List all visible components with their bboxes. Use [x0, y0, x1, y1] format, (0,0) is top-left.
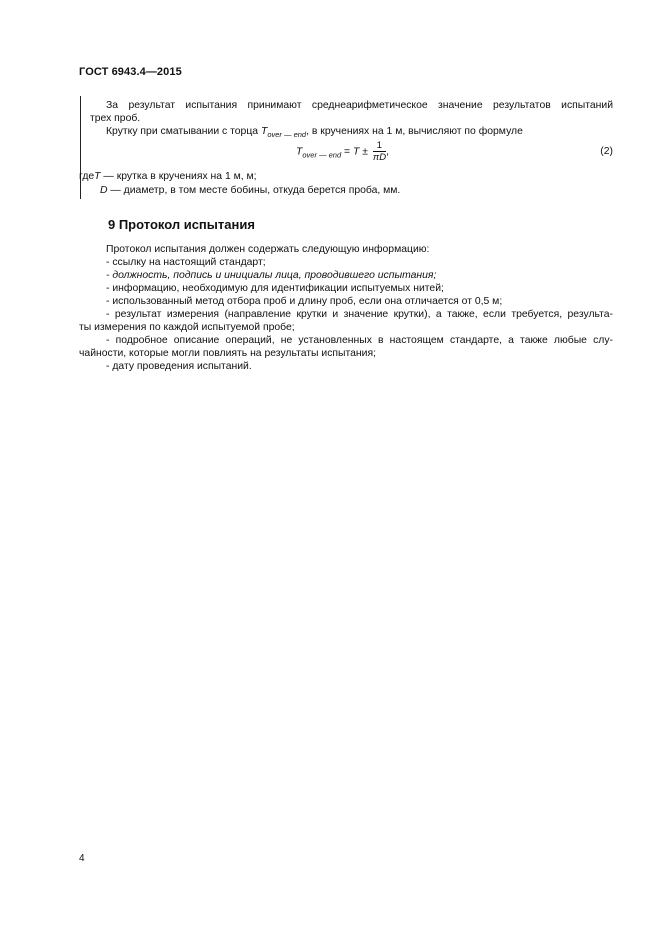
where-symbol-t: T [94, 171, 101, 182]
list-item: - дату проведения испытаний. [106, 361, 252, 372]
list-item-continuation: ты измерения по каждой испытуемой пробе; [79, 322, 295, 333]
symbol-subscript: over — end [267, 130, 307, 139]
formula-intro [106, 125, 523, 141]
where-definition-d: — диаметр, в том месте бобины, откуда берется проба, мм. [107, 185, 401, 196]
formula-number: (2) [600, 146, 613, 157]
list-item: - подробное описание операций, не установленных в настоящем стандарте, а также любые слу- [106, 335, 613, 346]
formula-2 [296, 140, 389, 163]
where-line [79, 170, 257, 183]
formula-fraction [373, 140, 386, 163]
where-prefix: где [79, 171, 95, 182]
formula-rhs: T [352, 146, 360, 158]
revision-bar [80, 96, 81, 199]
fraction-denominator: πD [372, 152, 387, 163]
where-definition-t: — крутка в кручениях на 1 м, м; [100, 171, 257, 182]
formula-comma: , [386, 146, 389, 158]
symbol-t: T [260, 126, 268, 137]
protocol-intro: Протокол испытания должен содержать следующую информацию: [106, 244, 430, 255]
formula-lhs-subscript: over — end [302, 150, 342, 160]
list-item: - использованный метод отбора проб и длину проб, если она отличается от 0,5 м; [106, 296, 503, 307]
text: , в кручениях на 1 м, вычисляют по формуле [306, 126, 523, 137]
paragraph-line: За результат испытания принимают среднеарифметическое значение результатов испытаний [106, 100, 613, 111]
formula-plus-minus: ± [359, 146, 371, 158]
document-header: ГОСТ 6943.4—2015 [79, 66, 182, 78]
section-heading: 9 Протокол испытания [108, 217, 255, 232]
text: Крутку при сматывании с торца [106, 126, 261, 137]
list-item: - ссылку на настоящий стандарт; [106, 257, 266, 268]
list-item: - должность, подпись и инициалы лица, проводившего испытания; [106, 270, 437, 281]
where-line [100, 184, 400, 197]
formula-equals: = [341, 146, 353, 158]
list-item: - информацию, необходимую для идентификации испытуемых нитей; [106, 283, 444, 294]
page-number: 4 [79, 853, 85, 864]
formula-lhs: T [296, 146, 303, 158]
list-item: - результат измерения (направление крутки и значение крутки), а также, если требуется, результа- [106, 309, 613, 320]
where-symbol-d: D [100, 185, 108, 196]
fraction-numerator: 1 [373, 140, 386, 152]
list-item-continuation: чайности, которые могли повлиять на результаты испытания; [79, 348, 376, 359]
paragraph-line: трех проб. [90, 113, 141, 124]
